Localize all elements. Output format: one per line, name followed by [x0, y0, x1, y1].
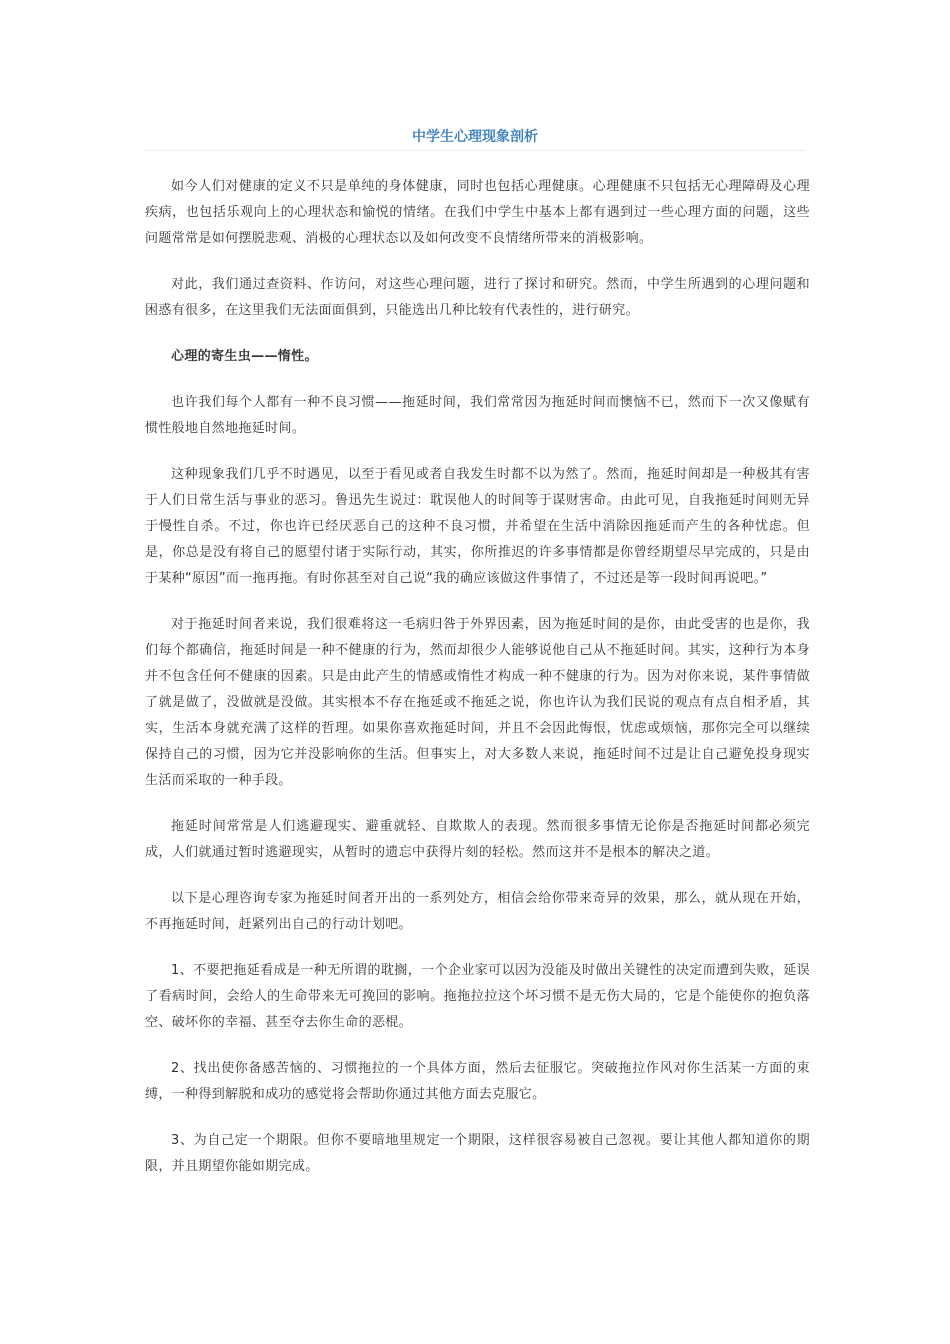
paragraph: 以下是心理咨询专家为拖延时间者开出的一系列处方，相信会给你带来奇异的效果，那么，就从现在开始，不再拖延时间，赶紧列出自己的行动计划吧。: [145, 891, 810, 932]
paragraph: 也许我们每个人都有一种不良习惯——拖延时间，我们常常因为拖延时间而懊恼不已，然而下一次又像赋有惯性般地自然地拖延时间。: [145, 395, 810, 436]
paragraph-research: 对此，我们通过查资料、作访问，对这些心理问题，进行了探讨和研究。然而，中学生所遇到的心理问题和困惑有很多，在这里我们无法面面俱到，只能选出几种比较有代表性的，进行研究。: [145, 277, 810, 318]
section-heading: 心理的寄生虫——惰性。: [171, 349, 318, 364]
paragraph: 对于拖延时间者来说，我们很难将这一毛病归咎于外界因素，因为拖延时间的是你，由此受害的也是你，我们每个都确信，拖延时间是一种不健康的行为，然而却很少人能够说他自己从不拖延时间。其实，这种行为本身并不包含任何不健康的因素。只是由此产生的情感或惰性才构成一种不健康的行为。因为对你来说，某件事情做了就是做了，没做就是没做。其实根本不存在拖延或不拖延之说，你也许认为我们民说的观点有点自相矛盾，其实，生活本身就充满了这样的哲理。如果你喜欢拖延时间，并且不会因此悔恨，忧虑或烦恼，那你完全可以继续保持自己的习惯，因为它并没影响你的生活。但事实上，对大多数人来说，拖延时间不过是让自己避免投身现实生活而采取的一种手段。: [145, 617, 810, 788]
paragraph-intro: 如今人们对健康的定义不只是单纯的身体健康，同时也包括心理健康。心理健康不只包括无心理障碍及心理疾病，也包括乐观向上的心理状态和愉悦的情绪。在我们中学生中基本上都有遇到过一些心理方面的问题，这些问题常常是如何摆脱悲观、消极的心理状态以及如何改变不良情绪所带来的消极影响。: [145, 179, 810, 246]
paragraph: 拖延时间常常是人们逃避现实、避重就轻、自欺欺人的表现。然而很多事情无论你是否拖延时间都必须完成，人们就通过暂时逃避现实，从暂时的遗忘中获得片刻的轻松。然而这并不是根本的解决之道。: [145, 819, 810, 860]
list-item: 3、为自己定一个期限。但你不要暗地里规定一个期限，这样很容易被自己忽视。要让其他人都知道你的期限，并且期望你能如期完成。: [145, 1133, 810, 1174]
paragraph: 这种现象我们几乎不时遇见，以至于看见或者自我发生时都不以为然了。然而，拖延时间却是一种极其有害于人们日常生活与事业的恶习。鲁迅先生说过：耽误他人的时间等于谋财害命。由此可见，自我拖延时间则无异于慢性自杀。不过，你也许已经厌恶自己的这种不良习惯，并希望在生活中消除因拖延而产生的各种忧虑。但是，你总是没有将自己的愿望付诸于实际行动，其实，你所推迟的许多事情都是你曾经期望尽早完成的，只是由于某种“原因”而一拖再拖。有时你甚至对自己说“我的确应该做这件事情了，不过还是等一段时间再说吧。”: [145, 467, 810, 586]
list-item: 2、找出使你备感苦恼的、习惯拖拉的一个具体方面，然后去征服它。突破拖拉作风对你生活某一方面的束缚，一种得到解脱和成功的感觉将会帮助你通过其他方面去克服它。: [145, 1061, 810, 1102]
article-body: [145, 174, 810, 1200]
title-divider: [145, 150, 805, 151]
list-item: 1、不要把拖延看成是一种无所谓的耽搁，一个企业家可以因为没能及时做出关键性的决定而遭到失败，延误了看病时间，会给人的生命带来无可挽回的影响。拖拖拉拉这个坏习惯不是无伤大局的，它是个能使你的抱负落空、破坏你的幸福、甚至夺去你生命的恶棍。: [145, 963, 810, 1030]
document-title: 中学生心理现象剖析: [412, 129, 538, 145]
